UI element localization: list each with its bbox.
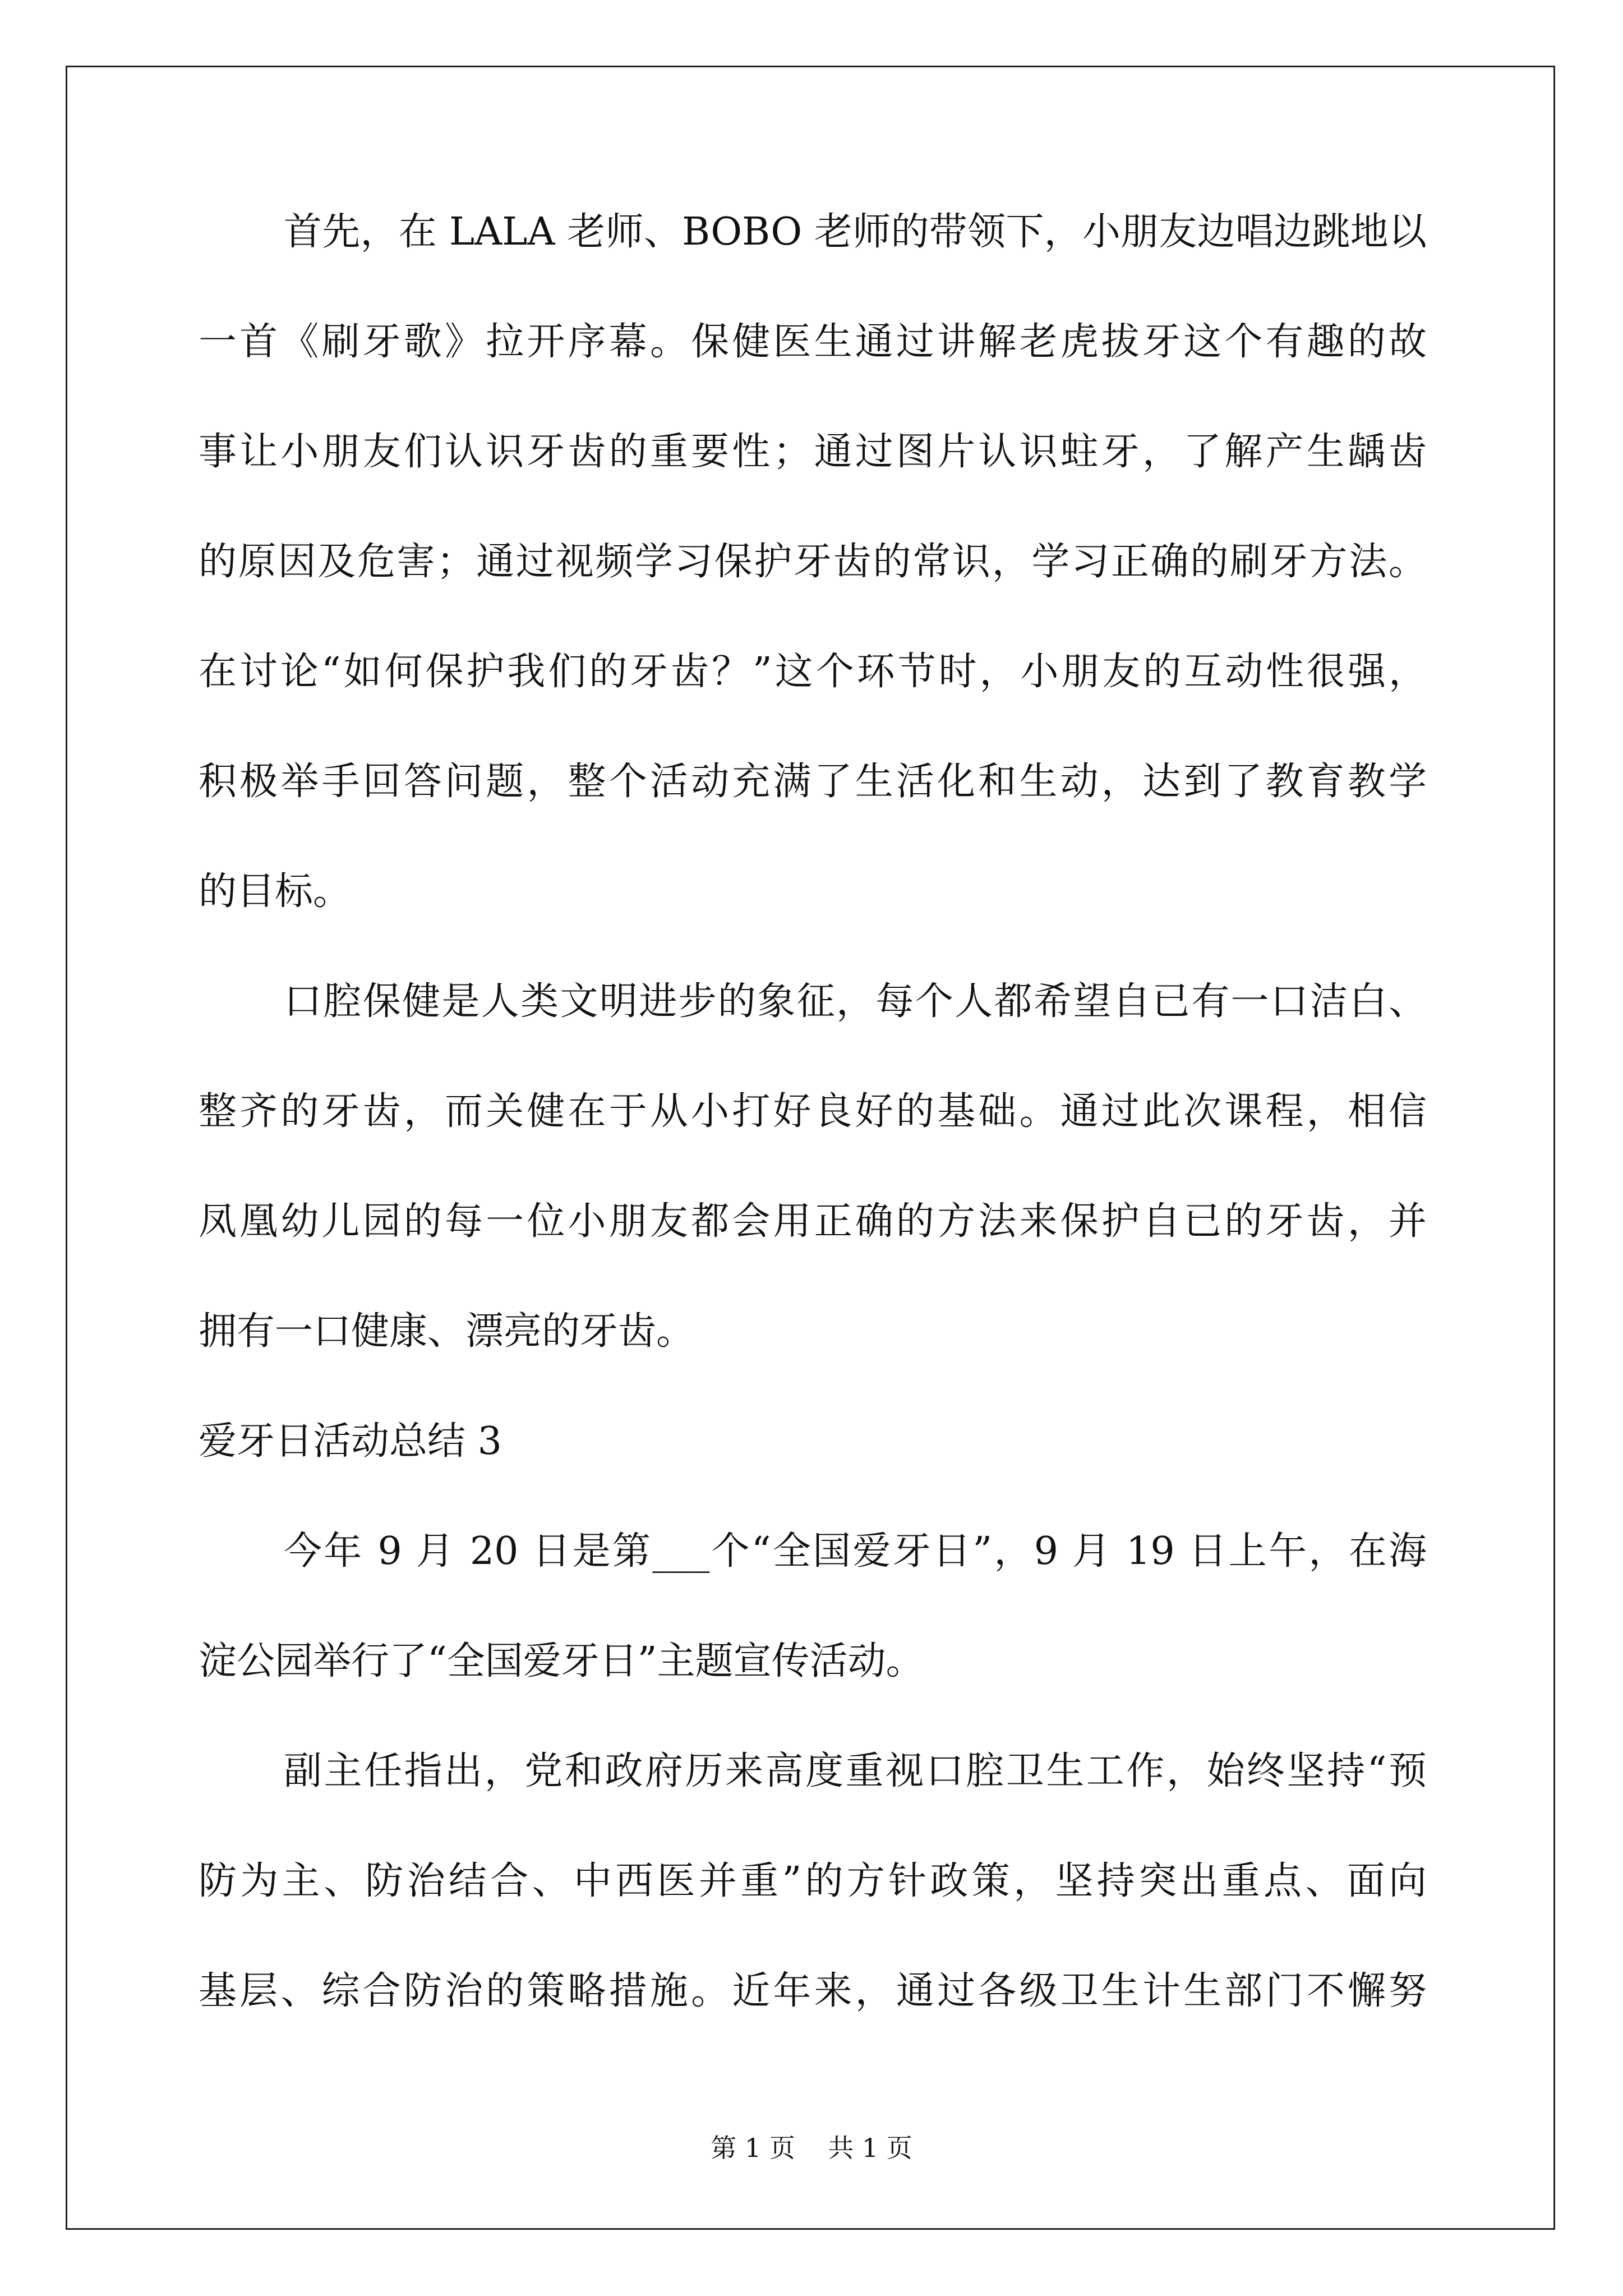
text-line: 凤凰幼儿园的每一位小朋友都会用正确的方法来保护自已的牙齿，并 <box>199 1199 1427 1244</box>
text-line: 整齐的牙齿，而关健在于从小打好良好的基础。通过此次课程，相信 <box>199 1089 1427 1134</box>
text-line: 今年 9 月 20 日是第___个“全国爱牙日”，9 月 19 日上午，在海 <box>284 1529 1427 1573</box>
text-line: 一首《刷牙歌》拉开序幕。保健医生通过讲解老虎拔牙这个有趣的故 <box>199 320 1427 364</box>
text-line: 淀公园举行了“全国爱牙日”主题宣传活动。 <box>199 1639 924 1683</box>
text-line: 的原因及危害；通过视频学习保护牙齿的常识，学习正确的刷牙方法。 <box>199 540 1427 584</box>
text-line: 事让小朋友们认识牙齿的重要性；通过图片认识蛀牙，了解产生龋齿 <box>199 430 1427 474</box>
section-heading: 爱牙日活动总结 3 <box>199 1419 502 1464</box>
page-footer: 第 1 页 共 1 页 <box>711 2133 912 2163</box>
text-line: 在讨论“如何保护我们的牙齿？”这个环节时，小朋友的互动性很强， <box>199 650 1427 694</box>
text-line: 基层、综合防治的策略措施。近年来，通过各级卫生计生部门不懈努 <box>199 1969 1427 2013</box>
text-line: 口腔保健是人类文明进步的象征，每个人都希望自已有一口洁白、 <box>284 979 1427 1024</box>
document-body <box>199 210 1427 2082</box>
text-line: 拥有一口健康、漂亮的牙齿。 <box>199 1309 695 1354</box>
text-line: 防为主、防治结合、中西医并重”的方针政策，坚持突出重点、面向 <box>199 1859 1427 1903</box>
text-line: 副主任指出，党和政府历来高度重视口腔卫生工作，始终坚持“预 <box>284 1749 1427 1793</box>
text-line: 的目标。 <box>199 869 352 914</box>
text-line: 首先，在 LALA 老师、BOBO 老师的带领下，小朋友边唱边跳地以 <box>284 210 1427 254</box>
text-line: 积极举手回答问题，整个活动充满了生活化和生动，达到了教育教学 <box>199 760 1427 804</box>
